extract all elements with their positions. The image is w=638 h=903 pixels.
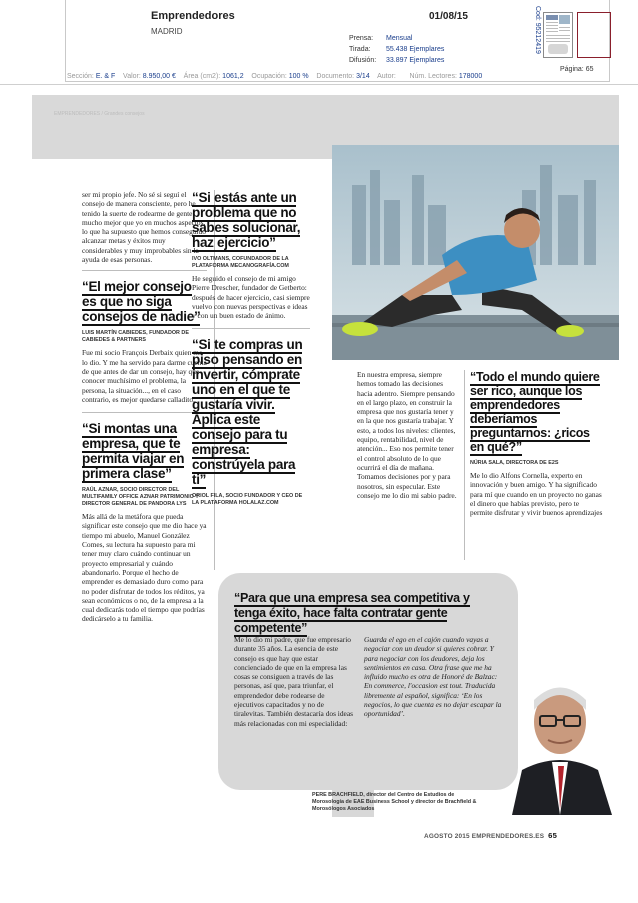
clipping-code: Cod: 95212419 [534, 6, 541, 54]
area-label: Área (cm2): [183, 73, 221, 80]
col1-divider [82, 270, 207, 271]
quote-headline-5-text: “Todo el mundo quiere ser rico, aunque los emprendedores deberíamos preguntarnos: ¿ricos en qué?” [470, 370, 600, 454]
publication-name: Emprendedores [151, 10, 235, 22]
quote-headline-4 [192, 337, 310, 487]
tirada-label: Tirada: [349, 46, 371, 53]
quote-headline-5 [470, 370, 603, 454]
ocupacion-label: Ocupación: [251, 73, 287, 80]
page-footer [424, 831, 557, 840]
quote-author-5: NÚRIA SALA, DIRECTORA DE E2S [470, 460, 559, 466]
autor-label: Autor: [377, 73, 396, 80]
quote-body-1: Fue mi socio François Derbaix quien me lo dio. Y me ha servido para darme cuenta de que antes de dar un consejo, hay que conocer muchísimo el problema, la persona, la situación..., en el caso contrario, es mejor quedarse calladito. [82, 348, 207, 404]
prensa-value: Mensual [386, 35, 413, 42]
column-2 [192, 190, 310, 507]
documento-label: Documento: [316, 73, 355, 80]
page-label: Página: [560, 66, 584, 73]
quote-box-headline [234, 591, 494, 636]
page-frame [577, 12, 611, 58]
quote-headline-2 [82, 421, 207, 481]
prensa-row [349, 35, 413, 42]
quote-author-1: LUIS MARTÍN CABIEDES, FUNDADOR DE CABIEDES & PARTNERS [82, 330, 189, 344]
athlete-photo [332, 145, 619, 360]
column-4 [470, 370, 603, 517]
quote-headline-3-text: “Si estás ante un problema que no sabes solucionar, haz ejercicio” [192, 190, 301, 250]
magazine-page [32, 95, 619, 868]
footer-page-number: 65 [548, 831, 558, 840]
col1-intro: ser mi propio jefe. No sé si seguí el consejo de manera consciente, pero he tenido la suerte de rodearme de gente mucho mejor que yo en muchos aspectos, lo que ha supuesto que hemos conseguido alcanzar metas y éxitos muy considerables y muy improbables sin la ayuda de esas personas. [82, 190, 206, 265]
header-divider [0, 84, 638, 85]
tirada-value: 55.438 Ejemplares [386, 46, 445, 53]
difusion-value: 33.897 Ejemplares [386, 57, 445, 64]
clipping-header [65, 0, 610, 82]
quote-author-6: PERE BRACHFIELD, director del Centro de Estudios de Morosología de EAE Business School y director de Brachfield & Morosólogos Asociados [312, 792, 477, 812]
lectores-value: 178000 [458, 73, 483, 80]
quote-author-3: IVO OLTMANS, COFUNDADOR DE LA PLATAFORMA MECANOGRAFÍA.COM [192, 256, 289, 269]
seccion-label: Sección: [67, 73, 94, 80]
valor-label: Valor: [123, 73, 141, 80]
quote-author-4: ORIOL FILA, SOCIO FUNDADOR Y CEO DE LA PLATAFORMA HOLALAZ.COM [192, 493, 303, 507]
page-thumbnail [543, 12, 573, 58]
quote-body-2: Más allá de la metáfora que pueda significar este consejo que me dio hace ya tiempo mi abuelo, Manuel González Comes, su lectura ha supuesto para mi tener muy claro cuándo continuar un proyecto empresarial y cuándo abandonarlo. Porque el hecho de emprender es demasiado duro como para no poder disfrutar de todos los réditos, ya sean económicos o no, de la empresa a la cual dedicarás todo el tiempo que podrías dedicárselo a tu familia. [82, 512, 207, 624]
publication-city: MADRID [151, 27, 183, 36]
tirada-row [349, 46, 445, 53]
difusion-label: Difusión: [349, 57, 377, 64]
col1-divider-2 [82, 412, 207, 413]
column-3 [357, 370, 457, 500]
documento-value: 3/14 [356, 73, 370, 80]
page-number: 65 [585, 66, 594, 73]
quote-body-5: Me lo dio Alfons Cornella, experto en innovación y buen amigo. Y ha significado para mí que cuando en un proyecto no ganas el dinero que habías previsto, pero te permite disfrutar y vivir buenos aprendizajes [470, 471, 603, 518]
quote-box-left: Me lo dio mi padre, que fue empresario durante 35 años. La esencia de este consejo es que hay que estar concienciado de que en la empresa las cosas se consiguen a través de las personas, así que, para triunfar, el emprendedor debe rodearse de ejecutivos capacitados y no de tiralevitas. También destacaría dos ideas más relacionadas con mi especialidad: [234, 635, 353, 728]
quote-headline-2-text: “Si montas una empresa, que te permita viajar en primera clase” [82, 421, 185, 482]
prensa-label: Prensa: [349, 35, 374, 42]
quote-headline-1 [82, 279, 207, 324]
seccion-value: E. & F [95, 73, 116, 80]
page-indicator [560, 66, 594, 73]
quote-headline-1-text: “El mejor consejo es que no siga consejos de nadie” [82, 279, 201, 325]
quote-body-3: He seguido el consejo de mi amigo Pierre Drescher, fundador de Getberto: después de hacer ejercicio, casi siempre vuelvo con nuevas perspectivas e ideas y con un buen estado de ánimo. [192, 274, 310, 321]
difusion-row [349, 57, 445, 64]
area-value: 1061,2 [222, 73, 244, 80]
lectores-label: Núm. Lectores: [409, 73, 457, 80]
publication-date: 01/08/15 [429, 11, 468, 22]
quote-headline-6-text: “Para que una empresa sea competitiva y tenga éxito, hace falta contratar gente competente” [234, 591, 470, 635]
quote-headline-6 [234, 591, 494, 636]
clipping-stats [67, 73, 482, 80]
valor-value: 8.950,00 € [142, 73, 176, 80]
footer-text: AGOSTO 2015 EMPRENDEDORES.ES [424, 833, 545, 840]
portrait-photo [502, 650, 619, 815]
ocupacion-value: 100 % [288, 73, 309, 80]
quote-author-2: RAÚL AZNAR, SOCIO DIRECTOR DEL MULTIFAMILY OFFICE AZNAR PATRIMONIO Y DIRECTOR GENERAL DE PANDORA LYS [82, 487, 199, 508]
column-rule-2 [464, 370, 465, 560]
quote-box-right: Guarda el ego en el cajón cuando vayas a negociar con un deudor si quieres cobrar. Y para negociar con los deudores, deja los sentimientos en casa. Otra frase que me ha influido mucho es otra de Honoré de Balzac: En commerce, l'occasion est tout. Traducida libremente al español, significa: ‘En los negocios, lo que cuenta es no dejar escapar la oportunidad’. [364, 635, 502, 719]
col3-body: En nuestra empresa, siempre hemos tomado las decisiones hacia adentro. Siempre pensando en el largo plazo, en construir la empresa que nos gustaría tener y en la que nos gustaría trabajar. Y esto, a todos los niveles: clientes, equipo, rentabilidad, nivel de atención... Eso nos permite tener el control absoluto de lo que ocurrirá el día de mañana. Tomamos decisiones por y para nosotros, sin especular. Este consejo me lo dio mi sabio padre. [357, 370, 457, 500]
quote-headline-4-text: “Si te compras un piso pensando en invertir, cómprate uno en el que te gustaría vivir. Aplica este consejo para tu empresa: constrúyela para ti” [192, 337, 303, 488]
column-1 [82, 190, 207, 624]
running-header: EMPRENDEDORES / Grandes consejos [54, 111, 145, 117]
quote-headline-3 [192, 190, 310, 250]
col2-divider [192, 328, 310, 329]
